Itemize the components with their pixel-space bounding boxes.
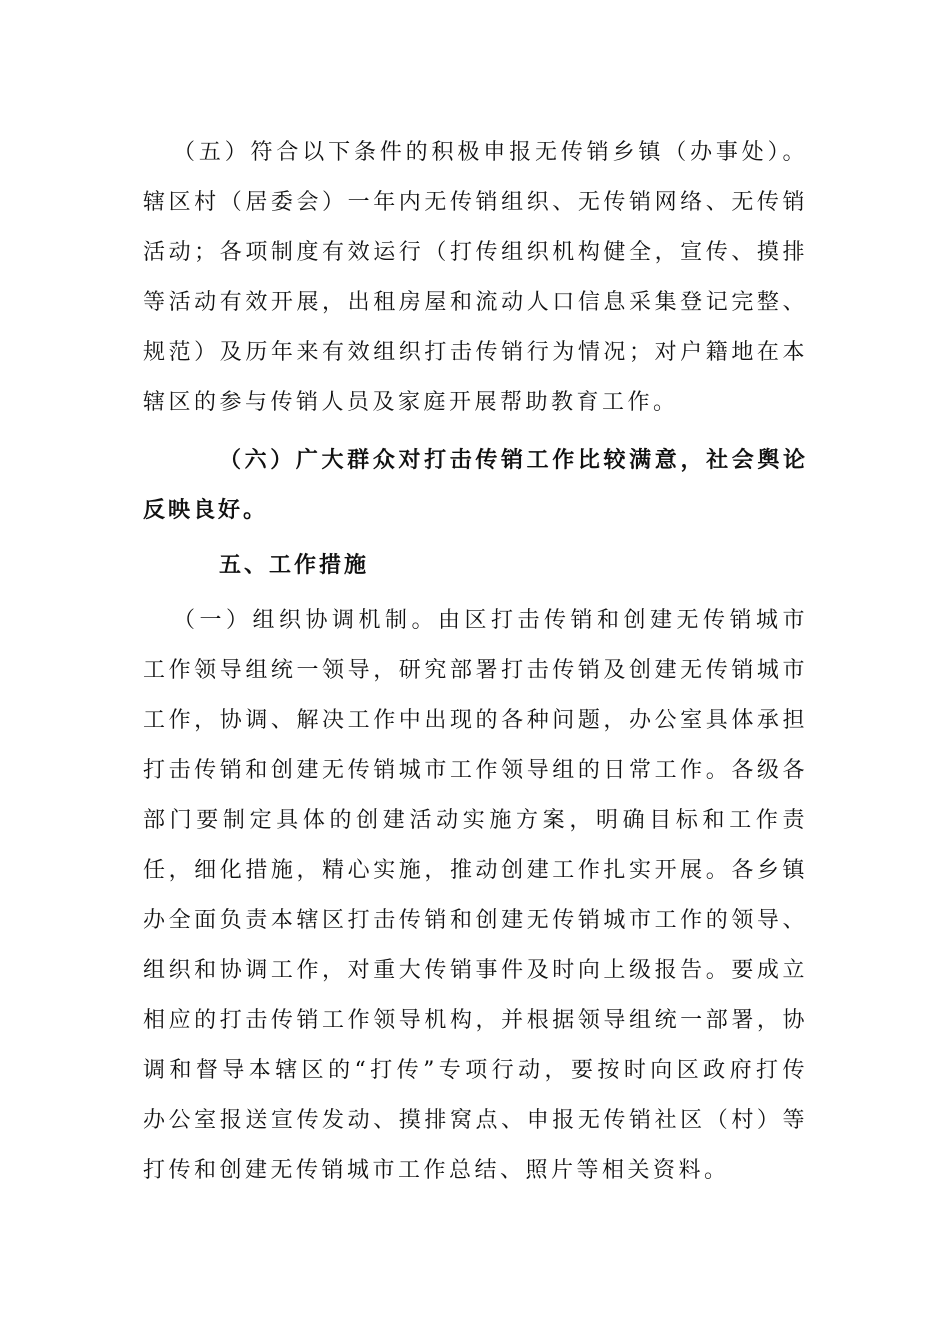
- section-heading-work-measures: 五、工作措施: [219, 552, 370, 578]
- paragraph-six: （六）广大群众对打击传销工作比较满意，社会舆论反映良好。: [143, 447, 808, 523]
- paragraph-five: （五）符合以下条件的积极申报无传销乡镇（办事处）。辖区村（居委会）一年内无传销组织、无传销网络、无传销活动；各项制度有效运行（打传组织机构健全，宣传、摸排等活动有效开展，出租房屋和流动人口信息采集登记完整、规范）及历年来有效组织打击传销行为情况；对户籍地在本辖区的参与传销人员及家庭开展帮助教育工作。: [143, 140, 808, 415]
- measure-one-paragraph: （一）组织协调机制。由区打击传销和创建无传销城市工作领导组统一领导，研究部署打击传销及创建无传销城市工作，协调、解决工作中出现的各种问题，办公室具体承担打击传销和创建无传销城市工作领导组的日常工作。各级各部门要制定具体的创建活动实施方案，明确目标和工作责任，细化措施，精心实施，推动创建工作扎实开展。各乡镇办全面负责本辖区打击传销和创建无传销城市工作的领导、组织和协调工作，对重大传销事件及时向上级报告。要成立相应的打击传销工作领导机构，并根据领导组统一部署，协调和督导本辖区的“打传”专项行动，要按时向区政府打传办公室报送宣传发动、摸排窝点、申报无传销社区（村）等打传和创建无传销城市工作总结、照片等相关资料。: [143, 608, 808, 1183]
